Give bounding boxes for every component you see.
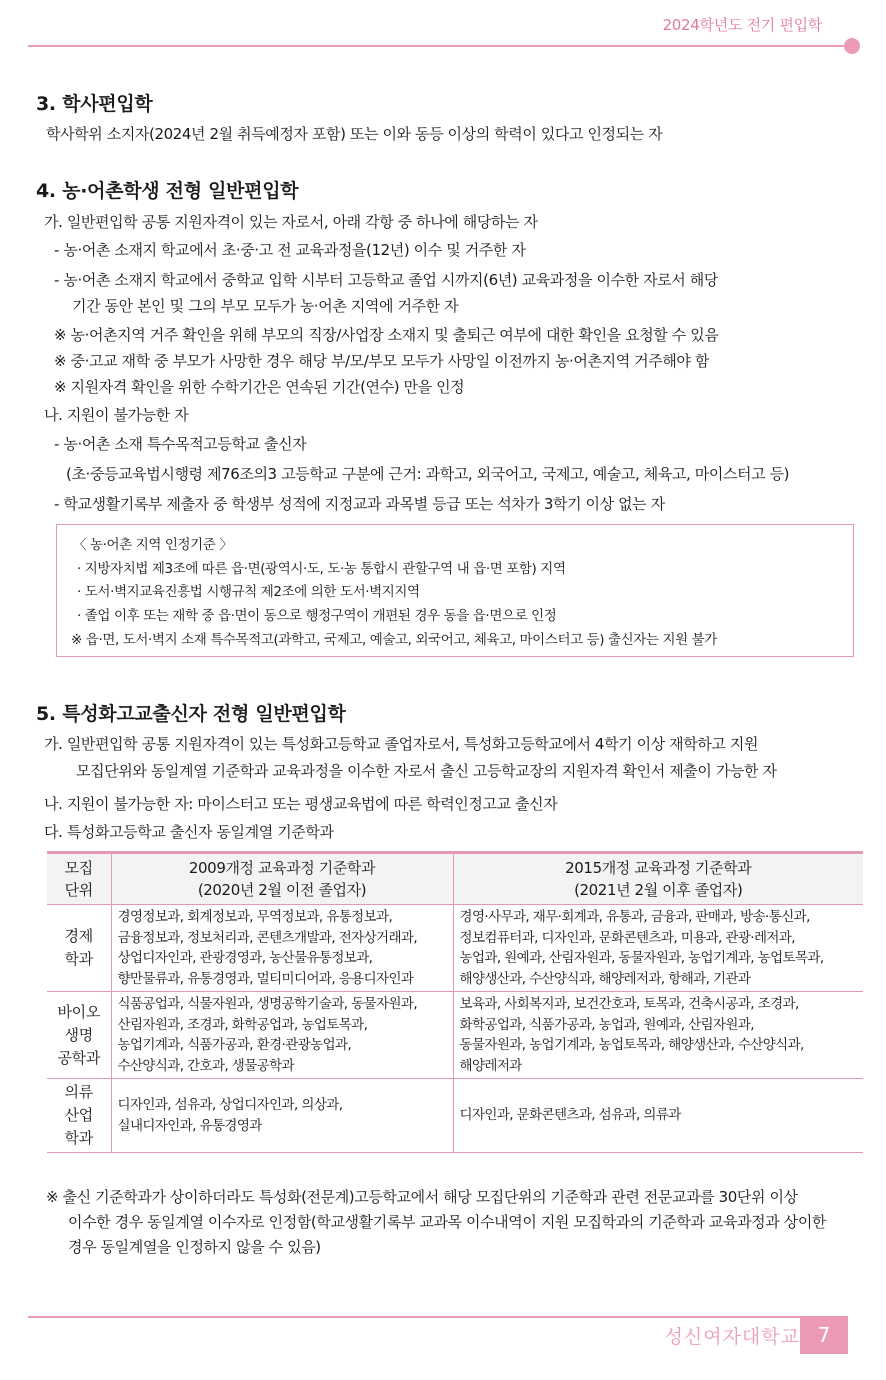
row-old-curriculum: 디자인과, 섬유과, 상업디자인과, 의상과, 실내디자인과, 유통경영과 [111,1079,453,1153]
header-dot [844,38,860,54]
section4-dash-2-cont: 기간 동안 본인 및 그의 부모 모두가 농·어촌 지역에 거주한 자 [72,297,459,315]
section5-note-3: 경우 동일계열을 인정하지 않을 수 있음) [68,1238,321,1256]
section5-item-ga: 가. 일반편입학 공통 지원자격이 있는 특성화고등학교 졸업자로서, 특성화고등학교에서 4학기 이상 재학하고 지원 [44,735,759,753]
section5-item-ga-cont: 모집단위와 동일계열 기준학과 교육과정을 이수한 자로서 출신 고등학교장의 지원자격 확인서 제출이 가능한 자 [76,762,777,780]
section4-dash-4: - 학교생활기록부 제출자 중 학생부 성적에 지정교과 과목별 등급 또는 석차가 3학기 이상 없는 자 [54,495,665,513]
section4-dash-3-detail: (초·중등교육법시행령 제76조의3 고등학교 구분에 근거: 과학고, 외국어고, 국제고, 예술고, 체육고, 마이스터고 등) [66,465,790,483]
row-new-curriculum: 디자인과, 문화콘텐츠과, 섬유과, 의류과 [453,1079,863,1153]
section5-item-na: 나. 지원이 불가능한 자: 마이스터고 또는 평생교육법에 따른 학력인정고교 출신자 [44,795,558,813]
table-row [47,992,863,1079]
row-unit: 경제 학과 [47,905,111,992]
row-unit: 의류 산업 학과 [47,1079,111,1153]
section4-dash-1: - 농·어촌 소재지 학교에서 초·중·고 전 교육과정을(12년) 이수 및 거주한 자 [54,241,526,259]
table-header-row [47,853,863,905]
row-old-curriculum: 식품공업과, 식물자원과, 생명공학기술과, 동물자원과, 산림자원과, 조경과, 화학공업과, 농업토목과, 농업기계과, 식품가공과, 환경·관광농업과, 수산양식과, 간호과, 생물공학과 [111,992,453,1079]
row-unit: 바이오 생명 공학과 [47,992,111,1079]
department-table [47,851,863,1153]
section4-heading: 4. 농·어촌학생 전형 일반편입학 [36,180,299,202]
header-divider [28,45,856,47]
page-number: 7 [800,1316,848,1354]
section4-note-2: ※ 중·고교 재학 중 부모가 사망한 경우 해당 부/모/부모 모두가 사망일 이전까지 농·어촌지역 거주해야 함 [54,352,709,370]
row-new-curriculum: 보육과, 사회복지과, 보건간호과, 토목과, 건축시공과, 조경과, 화학공업과, 식품가공과, 농업과, 원예과, 산림자원과, 동물자원과, 농업기계과, 농업토목과, 해양생산과, 수산양식과, 해양레저과 [453,992,863,1079]
row-old-curriculum: 경영정보과, 회계정보과, 무역정보과, 유통정보과, 금융정보과, 정보처리과, 콘텐츠개발과, 전자상거래과, 상업디자인과, 관광경영과, 농산물유통정보과, 향만물류과, 유통경영과, 멀티미디어과, 응용디자인과 [111,905,453,992]
section3-heading: 3. 학사편입학 [36,93,153,115]
section5-item-da: 다. 특성화고등학교 출신자 동일계열 기준학과 [44,823,334,841]
section4-item-ga: 가. 일반편입학 공통 지원자격이 있는 자로서, 아래 각항 중 하나에 해당하는 자 [44,213,538,231]
box-item-2: · 도서·벽지교육진흥법 시행규칙 제2조에 의한 도서·벽지지역 [77,584,420,600]
col-header-unit: 모집 단위 [47,853,111,905]
section4-dash-3: - 농·어촌 소재 특수목적고등학교 출신자 [54,435,307,453]
box-item-3: · 졸업 이후 또는 재학 중 읍·면이 동으로 행정구역이 개편된 경우 동을 읍·면으로 인정 [77,608,557,624]
section4-dash-2: - 농·어촌 소재지 학교에서 중학교 입학 시부터 고등학교 졸업 시까지(6년) 교육과정을 이수한 자로서 해당 [54,271,718,289]
section4-note-3: ※ 지원자격 확인을 위한 수학기간은 연속된 기간(연수) 만을 인정 [54,378,465,396]
section3-text: 학사학위 소지자(2024년 2월 취득예정자 포함) 또는 이와 동등 이상의 학력이 있다고 인정되는 자 [46,125,663,143]
footer-university: 성신여자대학교 [664,1326,800,1348]
row-new-curriculum: 경영·사무과, 재무·회계과, 유통과, 금융과, 판매과, 방송·통신과, 정보컴퓨터과, 디자인과, 문화콘텐츠과, 미용과, 관광·레저과, 농업과, 원예과, 산림자원과, 동물자원과, 농업기계과, 농업토목과, 해양생산과, 수산양식과, 해양레저과, 항해과, 기관과 [453,905,863,992]
col-header-2015: 2015개정 교육과정 기준학과 (2021년 2월 이후 졸업자) [453,853,863,905]
box-title: 〈 농·어촌 지역 인정기준 〉 [73,537,233,553]
col-header-2009: 2009개정 교육과정 기준학과 (2020년 2월 이전 졸업자) [111,853,453,905]
footer-divider [28,1316,848,1318]
rural-criteria-box [56,524,854,657]
box-note: ※ 읍·면, 도서·벽지 소재 특수목적고(과학고, 국제고, 예술고, 외국어고, 체육고, 마이스터고 등) 출신자는 지원 불가 [71,632,717,648]
table-row [47,1079,863,1153]
box-item-1: · 지방자치법 제3조에 따른 읍·면(광역시·도, 도·농 통합시 관할구역 내 읍·면 포함) 지역 [77,561,566,577]
header-title: 2024학년도 전기 편입학 [662,16,822,34]
section5-note-1: ※ 출신 기준학과가 상이하더라도 특성화(전문계)고등학교에서 해당 모집단위의 기준학과 관련 전문교과를 30단위 이상 [46,1188,798,1206]
section4-note-1: ※ 농·어촌지역 거주 확인을 위해 부모의 직장/사업장 소재지 및 출퇴근 여부에 대한 확인을 요청할 수 있음 [54,326,719,344]
section4-item-na: 나. 지원이 불가능한 자 [44,406,189,424]
section5-note-2: 이수한 경우 동일계열 이수자로 인정함(학교생활기록부 교과목 이수내역이 지원 모집학과의 기준학과 교육과정과 상이한 [68,1213,827,1231]
table-row [47,905,863,992]
section5-heading: 5. 특성화고교출신자 전형 일반편입학 [36,703,346,725]
